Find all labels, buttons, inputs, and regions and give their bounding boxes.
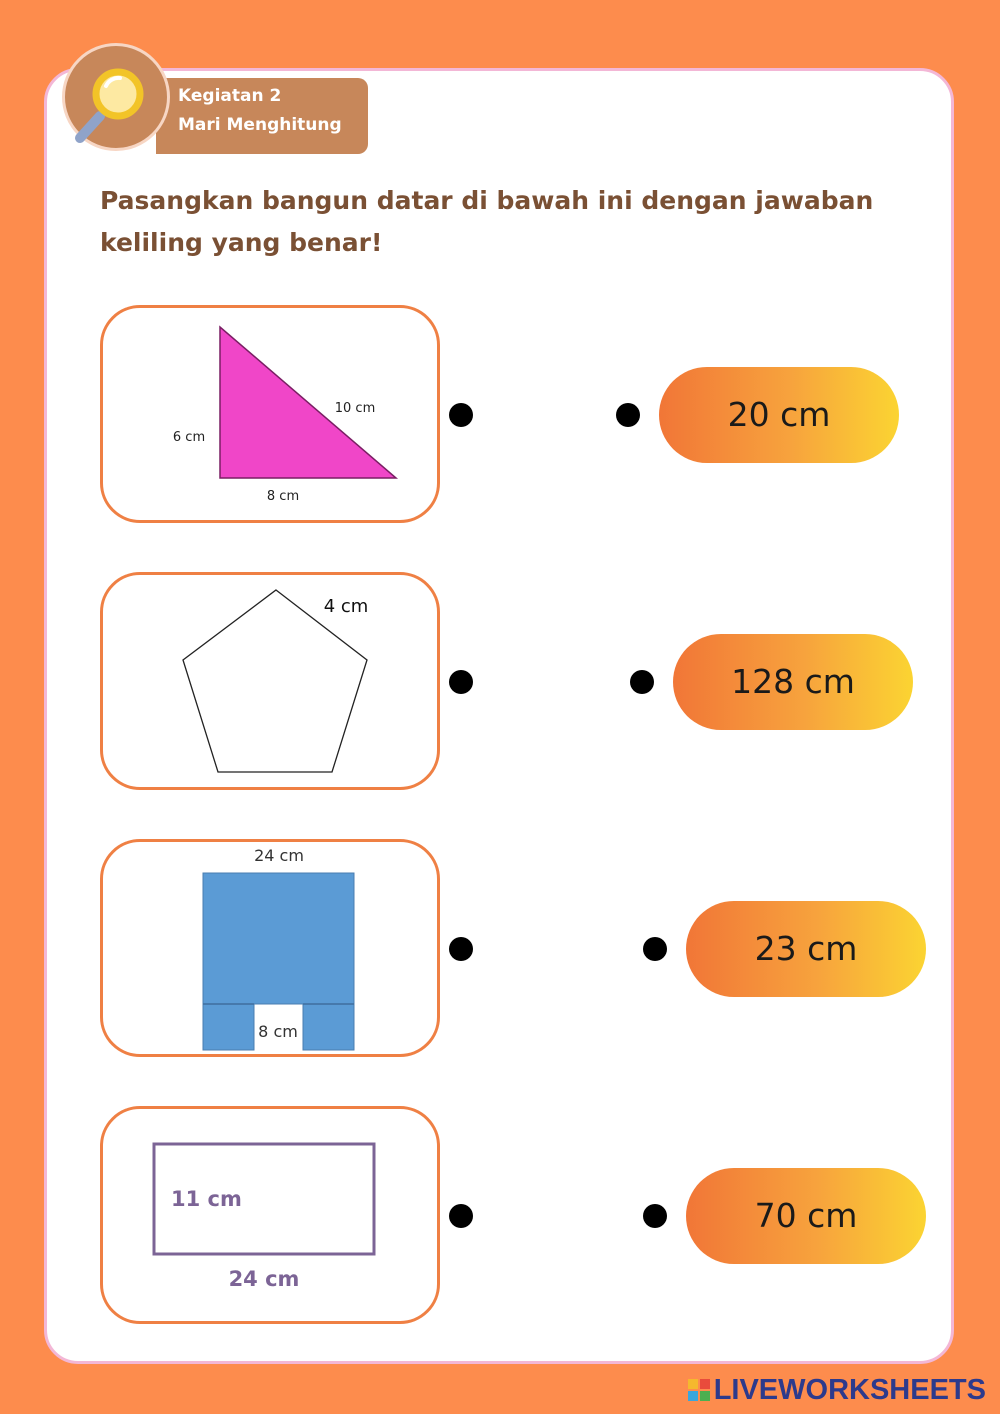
answer-connector-dot[interactable]	[616, 403, 640, 427]
activity-title: Mari Menghitung	[178, 115, 342, 135]
triangle-label-bottom: 8 cm	[266, 489, 300, 504]
triangle-figure	[103, 308, 443, 526]
answer-option[interactable]: 23 cm	[686, 901, 926, 997]
triangle-label-hyp: 10 cm	[334, 401, 376, 416]
notched-rectangle-figure	[103, 842, 443, 1060]
pentagon-label-side: 4 cm	[323, 596, 369, 617]
answer-connector-dot[interactable]	[643, 937, 667, 961]
rectangle-label-width: 24 cm	[228, 1267, 300, 1291]
shape-box-pentagon	[100, 572, 440, 790]
activity-badge	[156, 78, 368, 154]
brand-footer	[688, 1374, 986, 1407]
answer-option[interactable]: 128 cm	[673, 634, 913, 730]
notched-label-top: 24 cm	[254, 846, 304, 865]
answer-option[interactable]: 20 cm	[659, 367, 899, 463]
answer-connector-dot[interactable]	[630, 670, 654, 694]
shape-box-rectangle	[100, 1106, 440, 1324]
answer-option[interactable]: 70 cm	[686, 1168, 926, 1264]
shape-connector-dot[interactable]	[449, 403, 473, 427]
rectangle-figure	[103, 1109, 443, 1327]
shape-connector-dot[interactable]	[449, 670, 473, 694]
instruction-text: Pasangkan bangun datar di bawah ini dengan jawaban keliling yang benar!	[100, 186, 874, 257]
shape-box-notched-rectangle	[100, 839, 440, 1057]
pentagon-figure	[103, 575, 443, 793]
shape-connector-dot[interactable]	[449, 1204, 473, 1228]
answer-connector-dot[interactable]	[643, 1204, 667, 1228]
brand-name: LIVEWORKSHEETS	[713, 1374, 986, 1406]
shape-connector-dot[interactable]	[449, 937, 473, 961]
shape-box-triangle	[100, 305, 440, 523]
activity-number: Kegiatan 2	[178, 86, 282, 106]
magnifier-icon	[70, 58, 160, 148]
triangle-label-left: 6 cm	[172, 430, 206, 445]
rectangle-label-height: 11 cm	[171, 1187, 242, 1211]
brand-logo-icon	[688, 1379, 710, 1401]
notched-label-notch: 8 cm	[258, 1022, 298, 1041]
